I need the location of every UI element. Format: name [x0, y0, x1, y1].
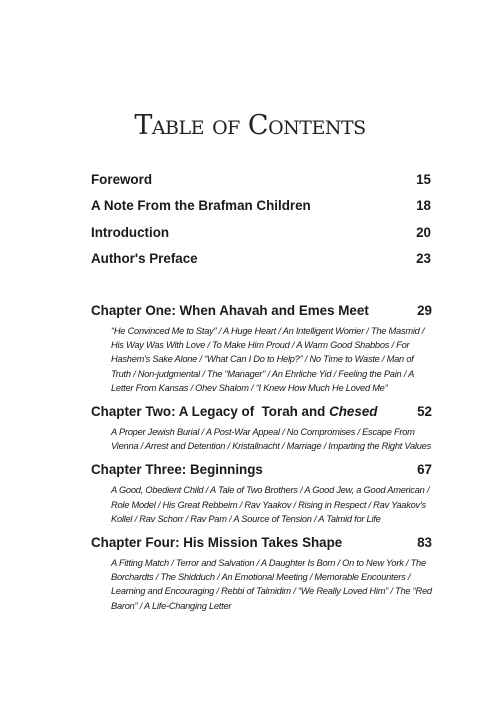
chapter-title-text: Chapter Four: His Mission Takes Shape	[91, 535, 343, 551]
chapter-page: 67	[417, 462, 432, 478]
chapter-subtitles: A Proper Jewish Burial / A Post-War Appeal / No Compromises / Escape From Vienna / Arrest and Detention / Kristallnacht / Marriage / Imparting the Right Values	[111, 427, 431, 452]
toc-entry-introduction	[91, 225, 431, 251]
toc-entry-note	[91, 198, 431, 224]
toc-entry-page: 20	[416, 224, 431, 240]
chapter-title-italic: Chesed	[329, 404, 378, 420]
toc-entry-page: 18	[416, 198, 431, 214]
toc-entry-label: A Note From the Brafman Children	[91, 198, 311, 214]
chapter-entry	[91, 535, 432, 613]
chapter-heading	[91, 404, 432, 425]
chapter-page: 52	[417, 404, 432, 420]
chapter-list	[91, 303, 432, 622]
chapter-heading	[91, 462, 432, 483]
toc-entry-page: 15	[416, 172, 431, 187]
chapter-entry	[91, 404, 432, 453]
toc-entry-label: Author's Preface	[91, 250, 198, 266]
chapter-page: 83	[417, 535, 432, 551]
chapter-subtitles: A Fitting Match / Terror and Salvation / A Daughter Is Born / On to New York / The Borchardts / The Shidduch / An Emotional Meeting / Memorable Encounters / Learning and Encouraging / Rebbi of Talmidim / “We Really Loved Him” / The “Red Baron” / A Life-Changing Letter	[111, 558, 432, 611]
toc-entry-foreword	[91, 172, 431, 198]
chapter-title-text: Chapter Two: A Legacy of Torah and	[91, 404, 330, 420]
chapter-subtitles: “He Convinced Me to Stay” / A Huge Heart / An Intelligent Worrier / The Masmid / His Way Was With Love / To Make Him Proud / A Warm Good Shabbos / For Hashem's Sake Alone / “What Can I Do to Help?” / No Time to Waste / Man of Truth / Non-judgmental / The “Manager” / An Ehrliche Yid / Feeling the Pain / A Letter From Kansas / Ohev Shalom / “I Knew How Much He Loved Me”	[111, 326, 425, 393]
chapter-entry	[91, 303, 432, 395]
chapter-title	[91, 303, 369, 318]
chapter-title	[91, 462, 263, 477]
toc-entry-preface	[91, 251, 431, 277]
chapter-page: 29	[417, 303, 432, 318]
chapter-title-text: Chapter Three: Beginnings	[91, 462, 263, 478]
chapter-title	[91, 535, 342, 550]
chapter-heading	[91, 535, 432, 556]
chapter-heading	[91, 303, 432, 324]
toc-entry-label: Foreword	[91, 172, 153, 187]
toc-entry-label: Introduction	[91, 224, 170, 240]
chapter-entry	[91, 462, 432, 526]
chapter-title-text: Chapter One: When Ahavah and Emes Meet	[91, 303, 369, 318]
front-matter-list	[91, 172, 431, 277]
toc-entry-page: 23	[416, 250, 431, 266]
chapter-subtitles: A Good, Obedient Child / A Tale of Two Brothers / A Good Jew, a Good American / Role Model / His Great Rebbeim / Rav Yaakov / Rising in Respect / Rav Yaakov's Kollel / Rav Schorr / Rav Pam / A Source of Tension / A Talmid for Life	[111, 485, 430, 524]
chapter-title	[91, 404, 377, 419]
page-title: Table of Contents	[134, 110, 366, 141]
